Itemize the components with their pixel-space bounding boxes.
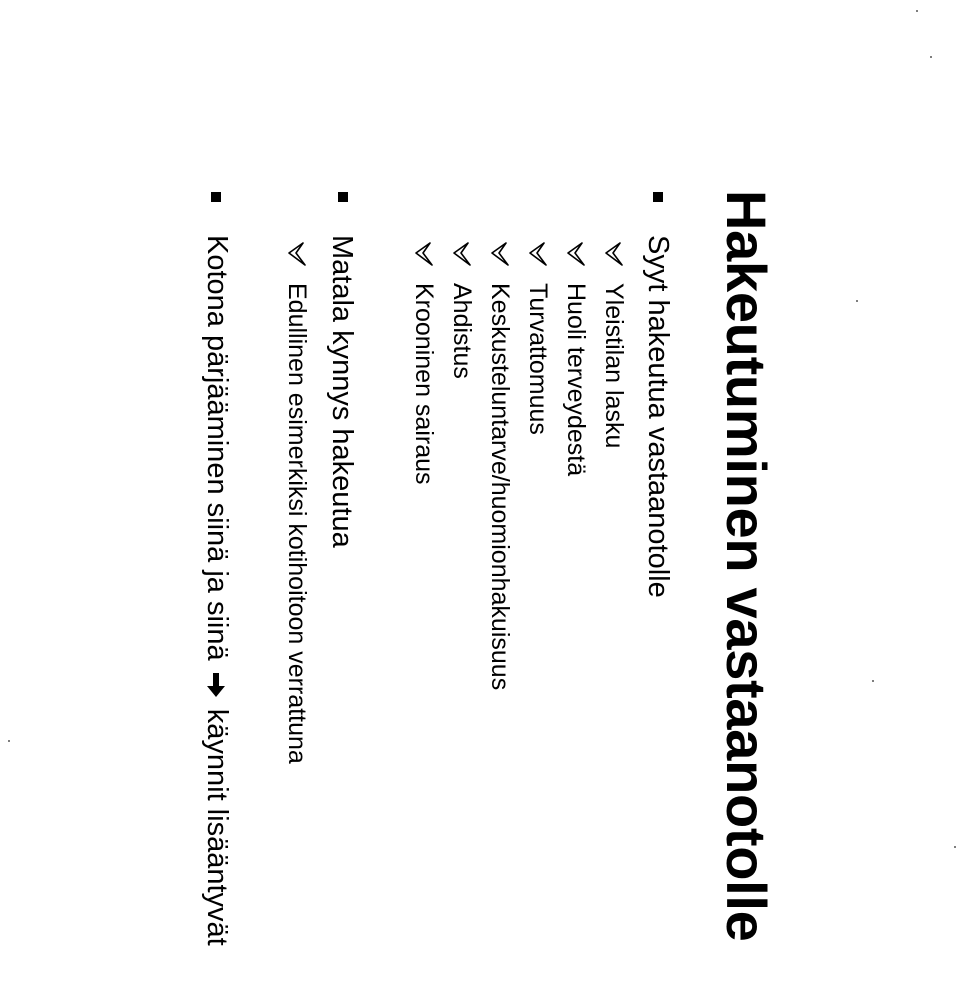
scan-speck — [872, 680, 874, 682]
section-heading-end: käynnit lisääntyvät — [201, 708, 233, 946]
list-item: Krooninen sairaus — [410, 283, 438, 485]
check-arrow-icon — [602, 242, 624, 266]
list-item: Turvattomuus — [524, 283, 552, 435]
section-heading: Syyt hakeutua vastaanotolle — [642, 235, 674, 598]
section-heading-start: Kotona pärjääminen siinä ja siinä — [201, 235, 233, 661]
square-bullet-icon — [653, 192, 663, 202]
scan-speck — [954, 846, 956, 848]
section-heading: Matala kynnys hakeutua — [326, 235, 358, 548]
check-arrow-icon — [488, 242, 510, 266]
section-heading — [202, 235, 231, 946]
scan-speck — [916, 10, 918, 12]
scan-speck — [930, 56, 932, 58]
check-arrow-icon — [526, 242, 548, 266]
list-item: Huoli terveydestä — [562, 283, 590, 477]
square-bullet-icon — [211, 192, 221, 202]
list-item: Edullinen esimerkiksi kotihoitoon verrattuna — [283, 283, 311, 764]
list-item: Ahdistus — [448, 283, 476, 379]
check-arrow-icon — [564, 242, 586, 266]
check-arrow-icon — [412, 242, 434, 266]
scan-speck — [8, 740, 10, 742]
check-arrow-icon — [450, 242, 472, 266]
square-bullet-icon — [338, 192, 348, 202]
list-item: Yleistilan lasku — [600, 283, 628, 449]
list-item: Keskusteluntarve/huomionhakuisuus — [486, 283, 514, 691]
scan-speck — [856, 300, 858, 302]
check-arrow-icon — [285, 242, 307, 266]
right-arrow-icon — [205, 671, 227, 699]
page-title: Hakeutuminen vastaanotolle — [715, 190, 778, 942]
